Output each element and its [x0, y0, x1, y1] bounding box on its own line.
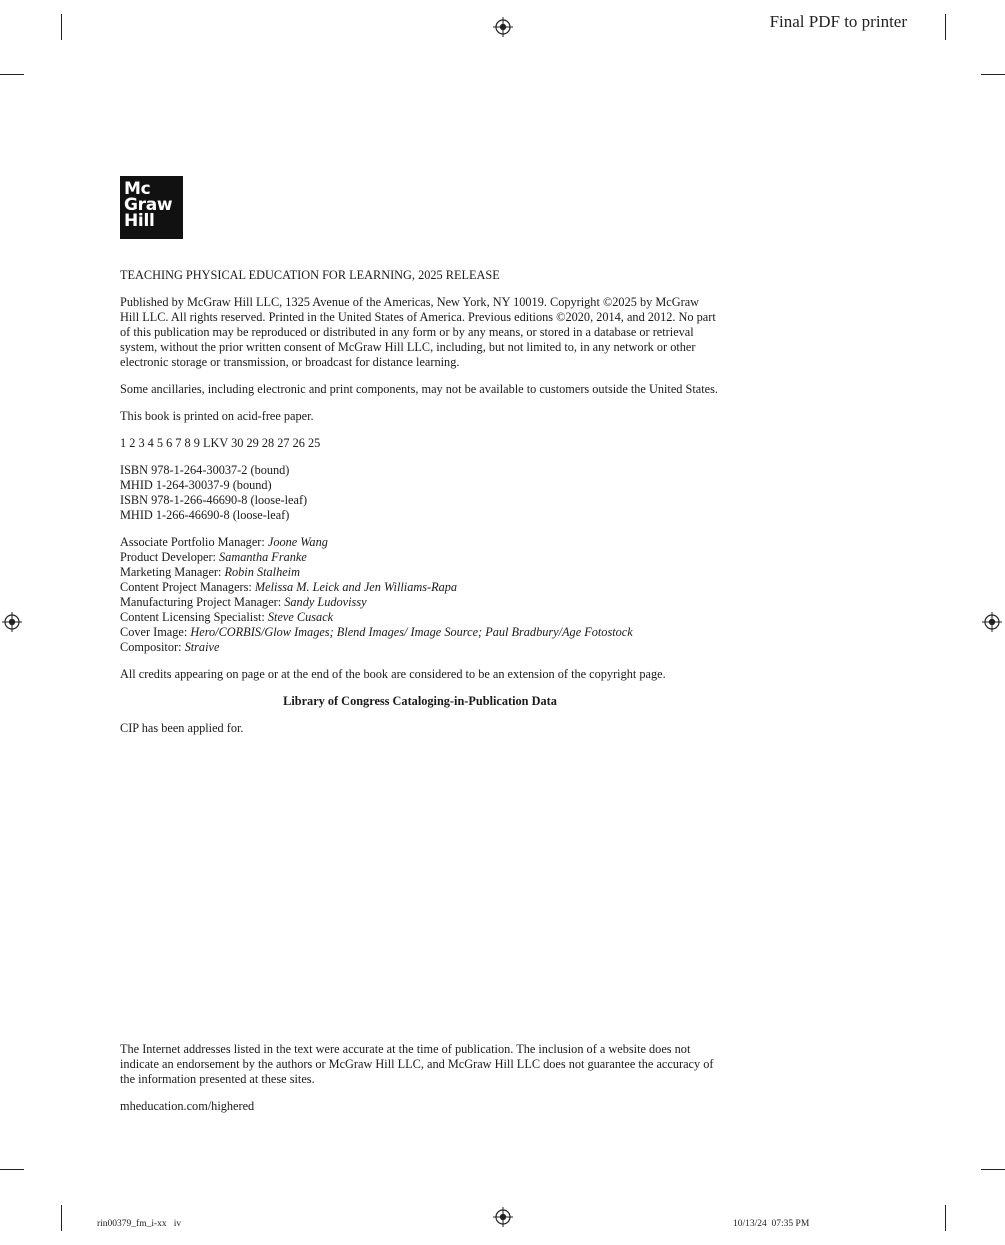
credit-line	[120, 610, 720, 625]
isbn-line: ISBN 978-1-264-30037-2 (bound)	[120, 463, 290, 477]
isbn-block	[120, 463, 720, 523]
credit-role: Cover Image:	[120, 625, 188, 639]
credit-role: Product Developer:	[120, 550, 216, 564]
bottom-notes	[120, 1042, 720, 1126]
credit-role: Content Project Managers:	[120, 580, 252, 594]
logo-line: Hill	[124, 211, 155, 231]
crop-mark	[61, 14, 62, 40]
internet-note: The Internet addresses listed in the text were accurate at the time of publication. The inclusion of a website does not indicate an endorsement by the authors or McGraw Hill LLC, and McGraw Hill LLC does not guarantee the accuracy of the information presented at these sites.	[120, 1042, 714, 1086]
credit-name: Hero/CORBIS/Glow Images; Blend Images/ Image Source; Paul Bradbury/Age Fotostock	[190, 625, 633, 639]
credit-line	[120, 580, 720, 595]
logo-line: Graw	[124, 195, 173, 215]
registration-mark-icon	[2, 612, 22, 632]
crop-mark	[61, 1205, 62, 1231]
cip-heading: Library of Congress Cataloging-in-Publication Data	[283, 694, 557, 708]
credit-line	[120, 550, 720, 565]
footer-page: iv	[173, 1219, 182, 1229]
isbn-line: MHID 1-264-30037-9 (bound)	[120, 478, 272, 492]
print-line: 1 2 3 4 5 6 7 8 9 LKV 30 29 28 27 26 25	[120, 436, 321, 450]
footer-file	[97, 1219, 181, 1229]
crop-mark	[981, 1169, 1005, 1170]
credits-note: All credits appearing on page or at the end of the book are considered to be an extension of the copyright page.	[120, 667, 666, 681]
logo-line: Mc	[124, 179, 151, 199]
credit-line	[120, 565, 720, 580]
credit-line	[120, 640, 720, 655]
credit-name: Joone Wang	[267, 535, 328, 549]
credit-name: Steve Cusack	[267, 610, 334, 624]
registration-mark-icon	[982, 612, 1002, 632]
credit-role: Manufacturing Project Manager:	[120, 595, 282, 609]
cip-text: CIP has been applied for.	[120, 721, 244, 735]
credit-role: Marketing Manager:	[120, 565, 222, 579]
printer-note: Final PDF to printer	[769, 12, 907, 31]
book-title: TEACHING PHYSICAL EDUCATION FOR LEARNING, 2025 RELEASE	[120, 268, 500, 282]
credit-role: Compositor:	[120, 640, 182, 654]
footer-timestamp: 10/13/24 07:35 PM	[733, 1219, 810, 1229]
paper-note: This book is printed on acid-free paper.	[120, 409, 314, 423]
copyright-content	[120, 268, 720, 748]
credit-name: Robin Stalheim	[224, 565, 300, 579]
crop-mark	[0, 74, 24, 75]
credits-block	[120, 535, 720, 655]
isbn-line: MHID 1-266-46690-8 (loose-leaf)	[120, 508, 290, 522]
credit-name: Sandy Ludovissy	[284, 595, 367, 609]
ancillaries-note: Some ancillaries, including electronic and print components, may not be available to customers outside the United States.	[120, 382, 718, 396]
credit-line	[120, 625, 720, 640]
footer-filename: rin00379_fm_i-xx	[97, 1219, 167, 1229]
credit-name: Melissa M. Leick and Jen Williams-Rapa	[254, 580, 458, 594]
crop-mark	[945, 14, 946, 40]
credit-role: Content Licensing Specialist:	[120, 610, 265, 624]
credit-line	[120, 535, 720, 550]
crop-mark	[0, 1169, 24, 1170]
crop-mark	[945, 1205, 946, 1231]
credit-name: Straive	[184, 640, 220, 654]
website-link: mheducation.com/highered	[120, 1099, 255, 1113]
registration-mark-icon	[493, 1207, 513, 1227]
credit-role: Associate Portfolio Manager:	[120, 535, 265, 549]
crop-mark	[981, 74, 1005, 75]
credit-line	[120, 595, 720, 610]
isbn-line: ISBN 978-1-266-46690-8 (loose-leaf)	[120, 493, 308, 507]
publisher-statement: Published by McGraw Hill LLC, 1325 Avenue of the Americas, New York, NY 10019. Copyright ©2025 by McGraw Hill LLC. All rights reserved. Printed in the United States of America. Previous editions ©2020, 2014, and 2012. No part of this publication may be reproduced or distributed in any form or by any means, or stored in a database or retrieval system, without the prior written consent of McGraw Hill LLC, including, but not limited to, in any network or other electronic storage or transmission, or broadcast for distance learning.	[120, 295, 716, 369]
mcgraw-hill-logo	[120, 176, 183, 239]
credit-name: Samantha Franke	[219, 550, 307, 564]
registration-mark-icon	[493, 17, 513, 37]
